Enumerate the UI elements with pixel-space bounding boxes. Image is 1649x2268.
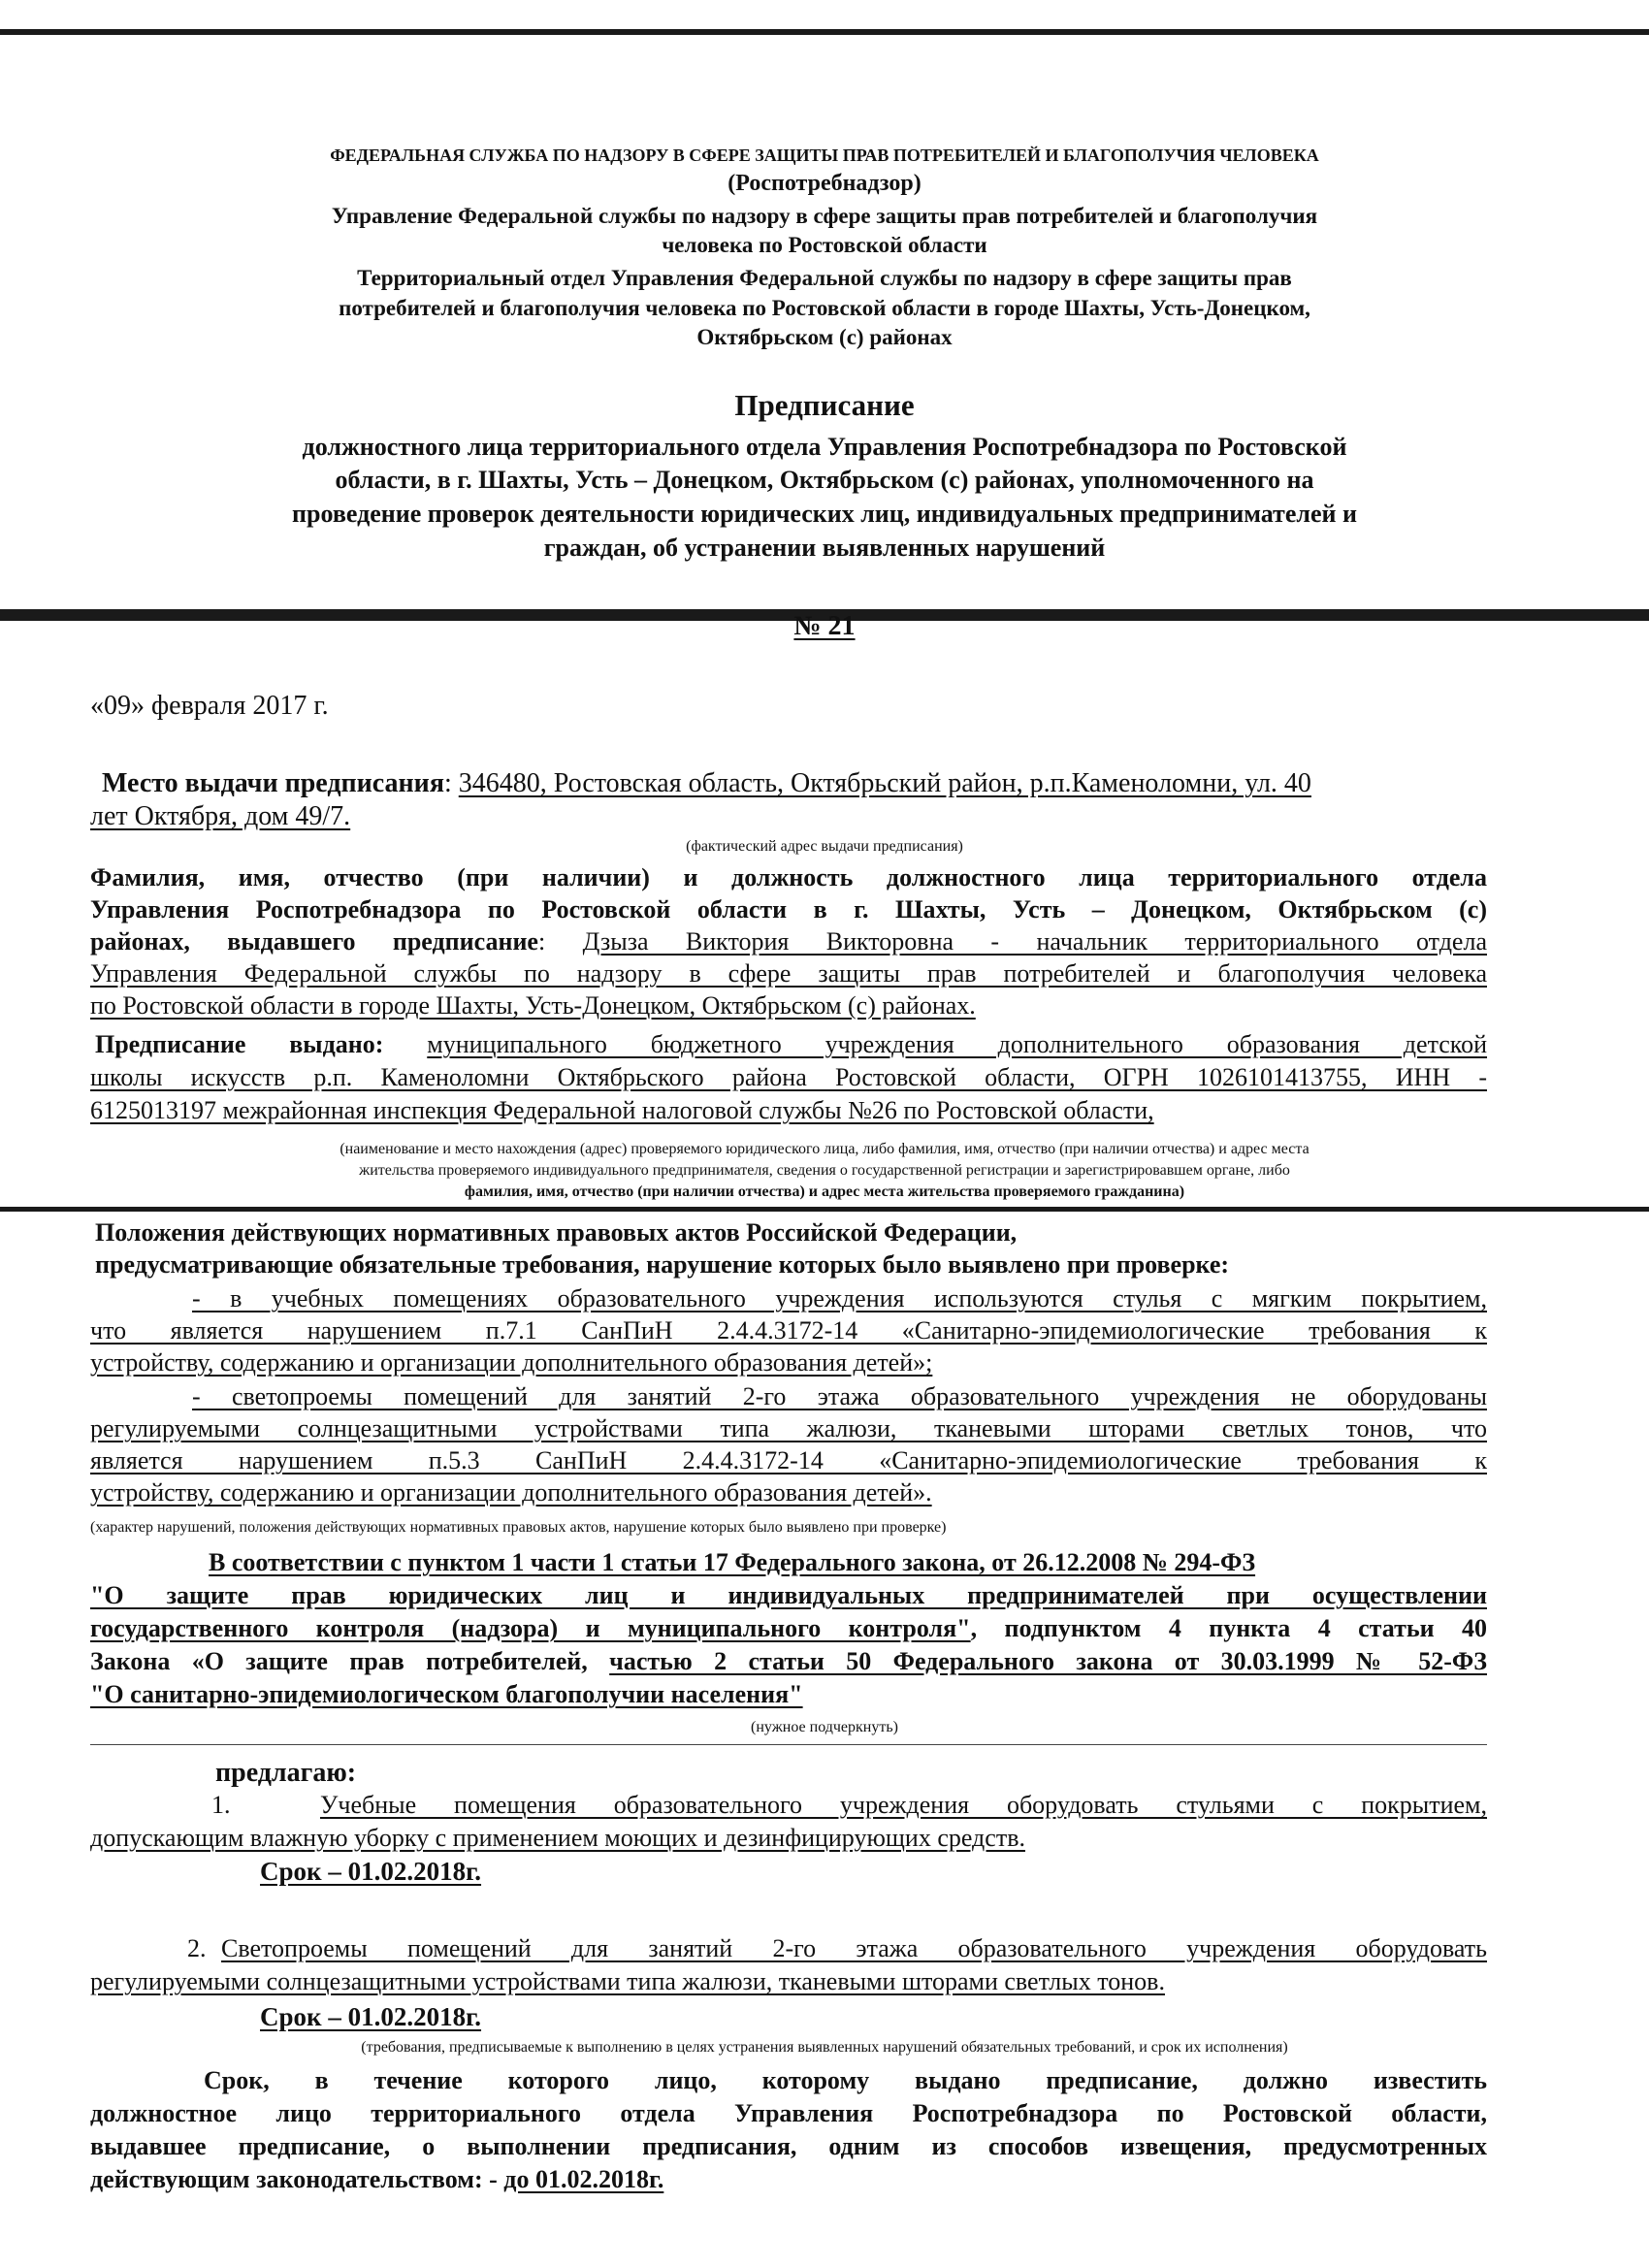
proposals-caption: (требования, предписываемые к выполнению в целях устранения выявленных нарушений обязательных требований, и срок их исполнения) — [361, 2039, 1288, 2056]
office-line-1: Территориальный отдел Управления Федеральной службы по надзору в сфере защиты прав — [357, 266, 1292, 290]
proposal-1-deadline: Срок – 01.02.2018г. — [260, 1857, 482, 1886]
legal-basis-line-1: В соответствии с пунктом 1 части 1 статьи 17 Федерального закона, от 26.12.2008 № 294-ФЗ — [209, 1548, 1256, 1576]
notice-line-1: Срок, в течение которого лицо, которому выдано предписание, должно известить — [204, 2066, 1487, 2094]
issue-date: «09» февраля 2017 г. — [90, 691, 329, 721]
issued-to-line-1 — [95, 1030, 1487, 1059]
issued-to-label: Предписание выдано: — [95, 1030, 384, 1058]
legal-basis-line-3b: , подпунктом 4 пункта 4 статьи 40 — [970, 1614, 1487, 1642]
violations-caption: (характер нарушений, положения действующих нормативных правовых актов, нарушение которых было выявлено при проверке) — [90, 1519, 947, 1536]
section-divider-rule — [0, 1207, 1649, 1212]
issued-to-value-3: 6125013197 межрайонная инспекция Федеральной налоговой службы №26 по Ростовской области, — [90, 1096, 1154, 1124]
legal-basis-line-4a: Закона «О защите прав потребителей, — [90, 1647, 610, 1675]
violation-1-line-1: - в учебных помещениях образовательного учреждения используются стулья с мягким покрытием, — [192, 1284, 1487, 1312]
notice-line-2: должностное лицо территориального отдела Управления Роспотребнадзора по Ростовской области, — [90, 2099, 1487, 2127]
title-subtitle-line-3: проведение проверок деятельности юридических лиц, индивидуальных предпринимателей и — [292, 500, 1357, 528]
office-line-3: Октябрьском (с) районах — [696, 325, 953, 349]
issued-to-caption-2: жительства проверяемого индивидуального предпринимателя, сведения о государственной регистрации и зарегистрировавшем органе, либо — [359, 1162, 1290, 1179]
violations-heading-2: предусматривающие обязательные требования, нарушение которых было выявлено при проверке: — [95, 1250, 1230, 1279]
official-line-3 — [90, 927, 1487, 956]
place-row — [102, 768, 1311, 799]
place-caption: (фактический адрес выдачи предписания) — [686, 838, 963, 855]
place-label: Место выдачи предписания — [102, 768, 444, 798]
proposal-2-line-2: регулируемыми солнцезащитными устройствами типа жалюзи, тканевыми шторами светлых тонов. — [90, 1967, 1165, 1995]
issued-to-caption-1: (наименование и место нахождения (адрес) проверяемого юридического лица, либо фамилия, имя, отчество (при наличии отчества) и адрес места — [340, 1141, 1310, 1157]
notice-line-3: выдавшее предписание, о выполнении предписания, одним из способов извещения, предусмотренных — [90, 2132, 1487, 2160]
legal-basis-line-4 — [90, 1647, 1487, 1676]
violation-2-line-1: - светопроемы помещений для занятий 2-го этажа образовательного учреждения не оборудованы — [192, 1382, 1487, 1410]
title-subtitle-line-1: должностного лица территориального отдела Управления Роспотребнадзора по Ростовской — [302, 433, 1347, 461]
official-label-line-1: Фамилия, имя, отчество (при наличии) и должность должностного лица территориального отдела — [90, 863, 1487, 891]
proposal-1-line-2: допускающим влажную уборку с применением моющих и дезинфицирующих средств. — [90, 1824, 1025, 1852]
official-label-line-3: районах, выдавшего предписание — [90, 927, 538, 956]
title-subtitle-line-4: граждан, об устранении выявленных нарушений — [543, 534, 1106, 562]
title-subtitle-line-2: области, в г. Шахты, Усть – Донецком, Октябрьском (с) районах, уполномоченного на — [335, 466, 1314, 494]
proposal-2-deadline: Срок – 01.02.2018г. — [260, 2002, 482, 2031]
place-value-line-2: лет Октября, дом 49/7. — [90, 801, 351, 831]
issued-to-caption-3: фамилия, имя, отчество (при наличии отчества) и адрес места жительства проверяемого гражданина) — [464, 1183, 1185, 1200]
issued-to-value-1: муниципального бюджетного учреждения дополнительного образования детской — [427, 1030, 1488, 1058]
legal-basis-line-3a: государственного контроля (надзора) и муниципального контроля" — [90, 1614, 971, 1642]
violation-2-line-2: регулируемыми солнцезащитными устройствами типа жалюзи, тканевыми шторами светлых тонов, что — [90, 1414, 1487, 1442]
agency-short-name: (Роспотребнадзор) — [728, 171, 922, 196]
legal-basis-line-3 — [90, 1614, 1487, 1643]
agency-name: ФЕДЕРАЛЬНАЯ СЛУЖБА ПО НАДЗОРУ В СФЕРЕ ЗАЩИТЫ ПРАВ ПОТРЕБИТЕЛЕЙ И БЛАГОПОЛУЧИЯ ЧЕЛОВЕКА — [330, 146, 1319, 165]
prescription-number: № 21 — [793, 611, 856, 641]
top-border-rule — [0, 29, 1649, 35]
issued-to-value-2: школы искусств р.п. Каменоломни Октябрьского района Ростовской области, ОГРН 1026101413755, ИНН - — [90, 1063, 1487, 1091]
department-line-1: Управление Федеральной службы по надзору в сфере защиты прав потребителей и благополучия — [331, 204, 1318, 228]
proposal-1-line-1: Учебные помещения образовательного учреждения оборудовать стульями с покрытием, — [320, 1791, 1487, 1819]
notice-line-4 — [90, 2165, 663, 2194]
legal-basis-line-5: "О санитарно-эпидемиологическом благополучии населения" — [90, 1680, 803, 1708]
proposal-1-number: 1. — [211, 1791, 231, 1819]
department-line-2: человека по Ростовской области — [662, 233, 987, 257]
proposal-2-number: 2. — [187, 1934, 207, 1962]
official-name-value: Дзыза Виктория Викторовна - начальник территориального отдела — [582, 927, 1487, 956]
notice-line-4a: действующим законодательством: - — [90, 2165, 504, 2193]
proposals-heading: предлагаю: — [215, 1758, 357, 1788]
official-colon: : — [537, 927, 583, 956]
violation-1-line-2: что является нарушением п.7.1 СанПиН 2.4.4.3172-14 «Санитарно-эпидемиологические требования к — [90, 1316, 1487, 1345]
place-colon: : — [443, 768, 459, 798]
legal-caption-rule — [90, 1744, 1487, 1745]
official-position-line-2: по Ростовской области в городе Шахты, Усть-Донецком, Октябрьском (с) районах. — [90, 991, 976, 1020]
violations-heading-1: Положения действующих нормативных правовых актов Российской Федерации, — [95, 1218, 1018, 1247]
notice-deadline: до 01.02.2018г. — [503, 2165, 664, 2193]
legal-basis-line-4b: частью 2 статьи 50 Федерального закона от 30.03.1999 № 52-ФЗ — [609, 1647, 1487, 1675]
legal-caption: (нужное подчеркнуть) — [751, 1719, 898, 1735]
official-label-line-2: Управления Роспотребнадзора по Ростовской области в г. Шахты, Усть – Донецком, Октябрьском (с) — [90, 895, 1487, 923]
violation-2-line-3: является нарушением п.5.3 СанПиН 2.4.4.3172-14 «Санитарно-эпидемиологические требования к — [90, 1446, 1487, 1474]
proposal-2-line-1: Светопроемы помещений для занятий 2-го этажа образовательного учреждения оборудовать — [221, 1934, 1487, 1962]
office-line-2: потребителей и благополучия человека по Ростовской области в городе Шахты, Усть-Донецком, — [339, 296, 1310, 320]
place-value-line-1: 346480, Ростовская область, Октябрьский район, р.п.Каменоломни, ул. 40 — [458, 768, 1311, 798]
official-position-line-1: Управления Федеральной службы по надзору в сфере защиты прав потребителей и благополучия человека — [90, 959, 1487, 988]
violation-2-line-4: устройству, содержанию и организации дополнительного образования детей». — [90, 1478, 932, 1507]
violation-1-line-3: устройству, содержанию и организации дополнительного образования детей»; — [90, 1348, 933, 1377]
legal-basis-line-2: "О защите прав юридических лиц и индивидуальных предпринимателей при осуществлении — [90, 1581, 1487, 1609]
document-title: Предписание — [734, 388, 915, 422]
